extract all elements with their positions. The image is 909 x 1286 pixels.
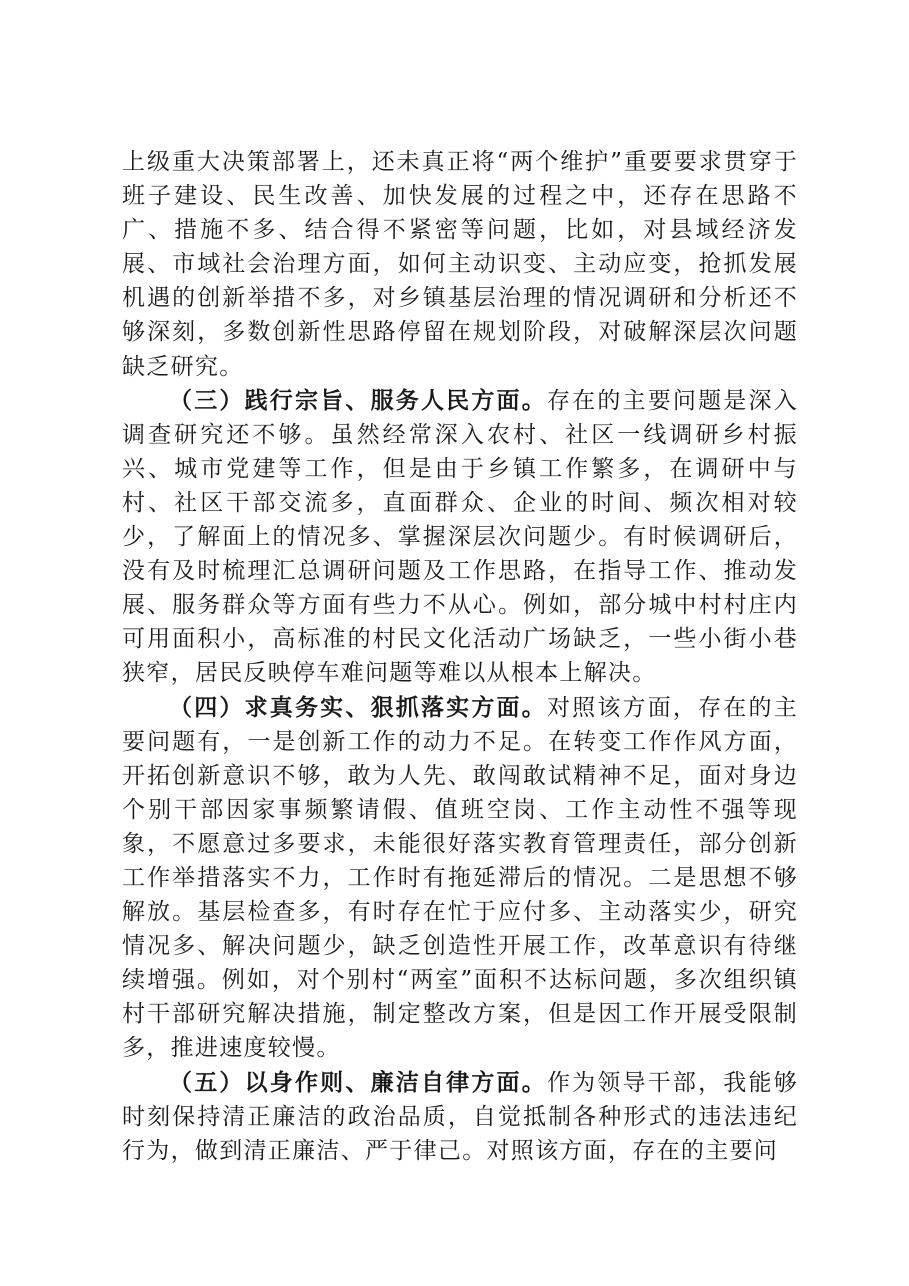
paragraph-section-3 xyxy=(122,384,798,691)
section-heading: （三）践行宗旨、服务人民方面。 xyxy=(169,387,547,414)
section-heading: （四）求真务实、狠抓落实方面。 xyxy=(169,694,547,721)
section-heading: （五）以身作则、廉洁自律方面。 xyxy=(169,1069,547,1096)
paragraph-body: 作为领导干部，我能够时刻保持清正廉洁的政治品质，自觉抵制各种形式的违法违纪行为，做到清正廉洁、严于律己。对照该方面，存在的主要问 xyxy=(122,1069,798,1164)
paragraph-body: 存在的主要问题是深入调查研究还不够。虽然经常深入农村、社区一线调研乡村振兴、城市党建等工作，但是由于乡镇工作繁多，在调研中与村、社区干部交流多，直面群众、企业的时间、频次相对较少，了解面上的情况多、掌握深层次问题少。有时候调研后，没有及时梳理汇总调研问题及工作思路，在指导工作、推动发展、服务群众等方面有些力不从心。例如，部分城中村村庄内可用面积小，高标准的村民文化活动广场缺乏，一些小街小巷狭窄，居民反映停车难问题等难以从根本上解决。 xyxy=(122,387,798,687)
paragraph-section-5 xyxy=(122,1066,798,1168)
paragraph-body: 对照该方面，存在的主要问题有，一是创新工作的动力不足。在转变工作作风方面，开拓创新意识不够，敢为人先、敢闯敢试精神不足，面对身边个别干部因家事频繁请假、值班空岗、工作主动性不强等现象，不愿意过多要求，未能很好落实教育管理责任，部分创新工作举措落实不力，工作时有拖延滞后的情况。二是思想不够解放。基层检查多，有时存在忙于应付多、主动落实少，研究情况多、解决问题少，缺乏创造性开展工作，改革意识有待继续增强。例如，对个别村“两室”面积不达标问题，多次组织镇村干部研究解决措施，制定整改方案，但是因工作开展受限制多，推进速度较慢。 xyxy=(122,694,798,1062)
paragraph-body: 上级重大决策部署上，还未真正将“两个维护”重要要求贯穿于班子建设、民生改善、加快发展的过程之中，还存在思路不广、措施不多、结合得不紧密等问题，比如，对县域经济发展、市域社会治理方面，如何主动识变、主动应变，抢抓发展机遇的创新举措不多，对乡镇基层治理的情况调研和分析还不够深刻，多数创新性思路停留在规划阶段，对破解深层次问题缺乏研究。 xyxy=(122,149,798,380)
document-page xyxy=(122,145,798,1168)
paragraph-section-4 xyxy=(122,691,798,1066)
paragraph-continuation xyxy=(122,145,798,384)
